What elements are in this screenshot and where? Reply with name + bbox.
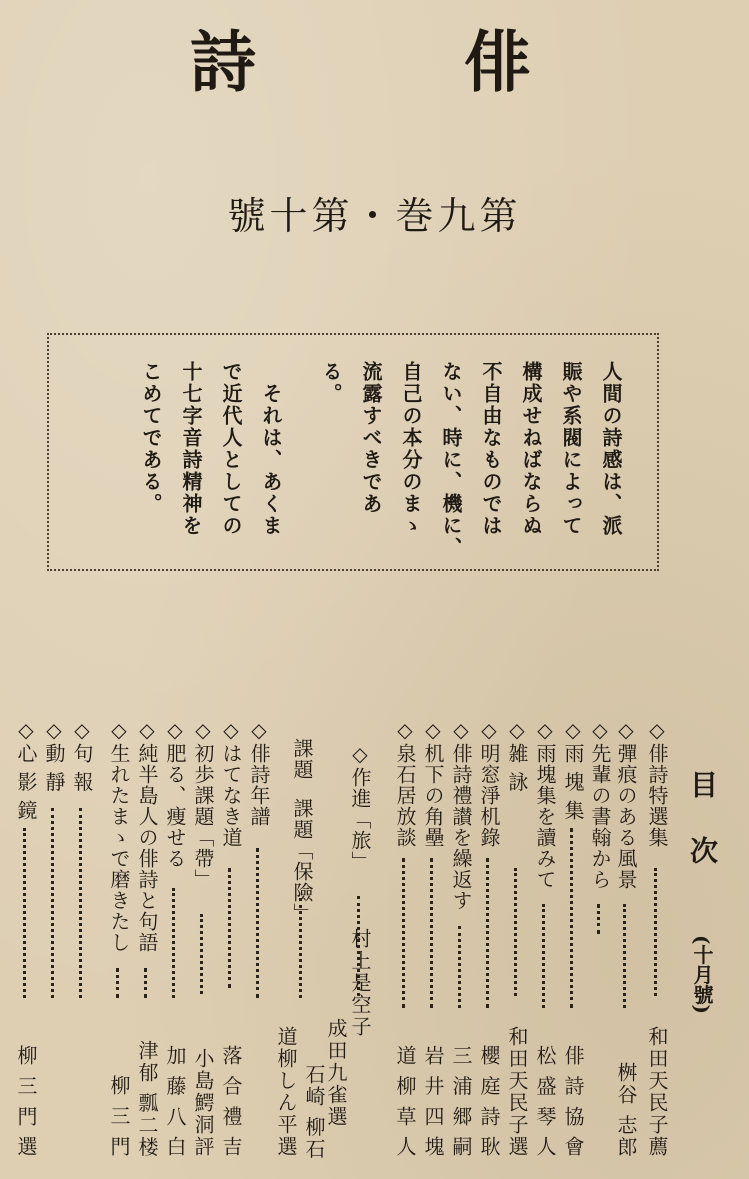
leader-dots: [542, 904, 545, 1008]
toc-entry-title: ◇生れたまゝで磨きたし: [107, 718, 131, 953]
toc-entry-title: ◇雑 詠: [505, 718, 529, 793]
epigraph-line: 人間の詩感は、派: [599, 361, 623, 537]
toc-entry-title: ◇俳詩特選集: [645, 718, 669, 848]
toc-entry-title: ◇彈痕のある風景: [614, 718, 638, 890]
toc-entry[interactable]: [419, 718, 445, 1158]
toc-title: 目 次: [686, 770, 719, 878]
toc-subtitle: (十月號): [690, 935, 714, 1014]
toc-entry-author: 松 盛 琴 人: [533, 1044, 557, 1158]
toc-entry-title: ◇動 靜: [42, 718, 66, 793]
toc-entry-author: 三 浦 郷 嗣: [449, 1044, 473, 1158]
leader-dots: [79, 808, 82, 998]
toc-entry-author: 和田天民子選: [505, 1026, 529, 1158]
toc-entry-title: ◇肥る、痩せる: [163, 718, 187, 869]
toc-entry[interactable]: [447, 718, 473, 1158]
leader-dots: [23, 828, 26, 998]
toc-entry-title: ◇作進「旅」: [348, 742, 372, 872]
toc-entry-author: 落 合 禮 吉: [219, 1044, 243, 1158]
leader-dots: [623, 904, 626, 1008]
leader-dots: [597, 904, 600, 934]
leader-dots: [430, 858, 433, 1008]
toc-entry[interactable]: [475, 718, 501, 1158]
title-char-left: 詩: [190, 24, 256, 101]
epigraph-line: で近代人としての: [219, 361, 243, 537]
toc-entry-title: ◇句 報: [70, 718, 94, 793]
leader-dots: [458, 926, 461, 1008]
epigraph-line: る。: [319, 361, 343, 405]
toc-entry-author: 加 藤 八 白: [163, 1044, 187, 1158]
leader-dots: [570, 828, 573, 1008]
epigraph-box: [47, 333, 659, 571]
toc-entry-author: 成田九雀選: [324, 1018, 348, 1128]
leader-dots: [144, 968, 147, 998]
leader-dots: [299, 898, 302, 998]
toc-entry-author: 石崎 柳石: [302, 1063, 326, 1160]
toc-entry-title: ◇心 影 鏡: [14, 718, 38, 821]
toc-entry[interactable]: [503, 718, 529, 1158]
leader-dots: [486, 858, 489, 1008]
toc-entry-author: 岩 井 四 塊: [421, 1044, 445, 1158]
leader-dots: [514, 868, 517, 996]
toc-entry[interactable]: [161, 718, 187, 1158]
leader-dots: [172, 888, 175, 998]
toc-entry-author: 柳 三 門: [107, 1075, 131, 1158]
toc-entry-title: ◇雨塊集を讀みて: [533, 718, 557, 890]
toc-entry-title: ◇俳詩年譜: [247, 718, 271, 827]
toc-entry: [302, 990, 344, 1160]
epigraph-line: 十七字音詩精神を: [179, 361, 203, 537]
toc-entry-author: 櫻 庭 詩 耿: [477, 1044, 501, 1158]
epigraph-line: それは、あくま: [259, 383, 283, 537]
toc-entry[interactable]: [531, 718, 557, 1158]
toc-entry-title: ◇純半島人の俳詩と句語: [135, 718, 159, 953]
toc-entry-title: ◇雨 塊 集: [561, 718, 585, 821]
toc-entry[interactable]: [68, 718, 94, 1158]
toc-entry-author: 村上是空子: [348, 928, 372, 1038]
toc-entry[interactable]: [40, 718, 66, 1158]
leader-dots: [402, 858, 405, 1008]
toc-entry-title: ◇俳詩禮讃を繰返す: [449, 718, 473, 911]
toc-entry-title: ◇机下の角壘: [421, 718, 445, 848]
toc-entry[interactable]: [274, 718, 314, 1158]
toc-entry[interactable]: [612, 718, 638, 1158]
toc-entry-author: 桝谷 志郎: [614, 1061, 638, 1158]
toc-entry-author: 和田天民子薦: [645, 1026, 669, 1158]
issue-number: 號十第・巻九第: [227, 194, 522, 238]
toc-entry[interactable]: [189, 718, 215, 1158]
toc-entry[interactable]: [643, 718, 669, 1158]
toc-entry-title: ◇泉石居放談: [393, 718, 417, 848]
epigraph-line: 構成せねばならぬ: [519, 361, 543, 537]
toc-entry[interactable]: [559, 718, 585, 1158]
epigraph-line: こめてである。: [139, 361, 163, 515]
leader-dots: [51, 808, 54, 998]
leader-dots: [228, 868, 231, 988]
magazine-title: [190, 24, 530, 101]
leader-dots: [654, 868, 657, 996]
toc-entry-author: 津郁 瓢二楼: [135, 1039, 159, 1158]
epigraph-line: 流露すべきであ: [359, 361, 383, 515]
toc-entry-title: ◇先輩の書翰から: [588, 718, 612, 890]
toc-entry-author: 小島鰐洞評: [191, 1048, 215, 1158]
toc-entry[interactable]: [245, 718, 271, 1158]
epigraph-line: 不自由なものでは: [479, 361, 503, 537]
leader-dots: [256, 848, 259, 998]
toc-entry[interactable]: [105, 718, 131, 1158]
epigraph-line: 賑や系閥によって: [559, 361, 583, 537]
toc-entry-title: 課題: [290, 738, 314, 780]
toc-entry-title: ◇明窓淨机錄: [477, 718, 501, 848]
epigraph-line: ない、時に、機に、: [439, 361, 463, 559]
toc-entry-title: 課題「保險」: [290, 798, 314, 924]
toc-entry[interactable]: [217, 718, 243, 1158]
leader-dots: [200, 914, 203, 994]
toc-entry-title: ◇初歩課題「帶」: [191, 718, 215, 890]
toc-entry-author: 道 柳 草 人: [393, 1044, 417, 1158]
toc-entry[interactable]: [133, 718, 159, 1158]
toc-entry-author: 柳 三 門 選: [14, 1044, 38, 1158]
title-char-right: 俳: [464, 24, 530, 101]
leader-dots: [116, 968, 119, 998]
toc-entry-title: ◇はてなき道: [219, 718, 243, 848]
toc-entry-author: 俳 詩 協 會: [561, 1044, 585, 1158]
toc-entry[interactable]: [12, 718, 38, 1158]
toc-entry[interactable]: [391, 718, 417, 1158]
toc-entry-author: 道柳しん平選: [274, 1026, 298, 1158]
toc-entry[interactable]: [586, 718, 612, 1158]
epigraph-line: 自己の本分のまゝ: [399, 361, 423, 537]
